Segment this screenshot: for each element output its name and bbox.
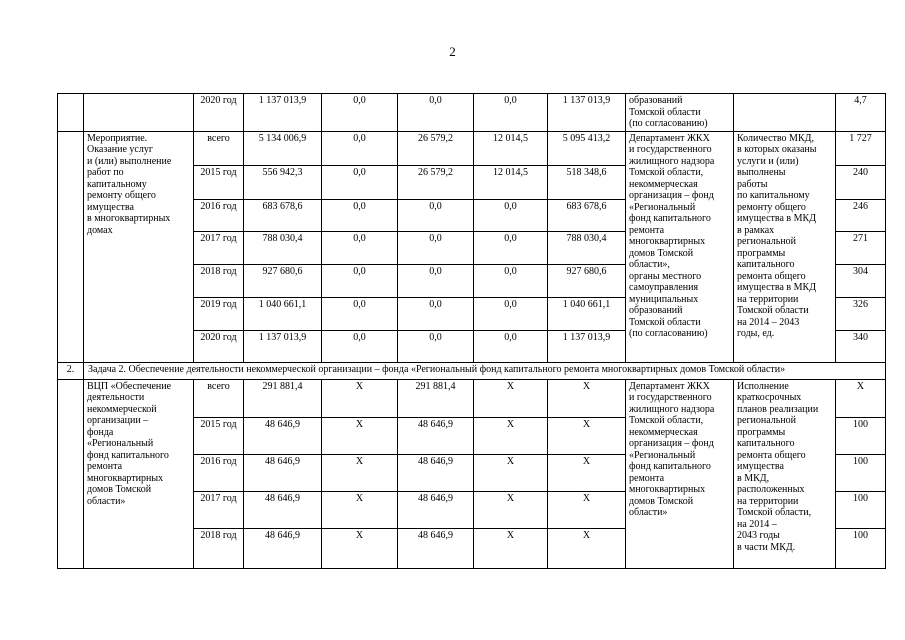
value-cell: 291 881,4: [398, 379, 474, 417]
value-cell: 0,0: [474, 231, 548, 264]
value-cell: X: [474, 417, 548, 454]
value-cell: 0,0: [322, 231, 398, 264]
value-cell: X: [548, 454, 626, 491]
indicator-value-cell: 100: [836, 528, 886, 568]
value-cell: 48 646,9: [398, 454, 474, 491]
indicator-value-cell: 326: [836, 297, 886, 330]
task-row: [58, 362, 886, 379]
indicator-value-cell: 304: [836, 264, 886, 297]
value-cell: X: [548, 491, 626, 528]
year-cell: 2015 год: [194, 417, 244, 454]
indicator-value-cell: 100: [836, 454, 886, 491]
value-cell: 0,0: [322, 94, 398, 132]
table-row: [58, 131, 886, 165]
value-cell: 556 942,3: [244, 165, 322, 199]
row-number-cell: [58, 94, 84, 132]
value-cell: 291 881,4: [244, 379, 322, 417]
indicator-value-cell: 1 727: [836, 131, 886, 165]
value-cell: 0,0: [322, 330, 398, 362]
value-cell: 0,0: [398, 330, 474, 362]
value-cell: 1 040 661,1: [244, 297, 322, 330]
value-cell: 26 579,2: [398, 165, 474, 199]
indicator-value-cell: 4,7: [836, 94, 886, 132]
value-cell: X: [322, 379, 398, 417]
executor-cell: Департамент ЖКХ и государственного жилищного надзора Томской области, некоммерческая организация – фонд «Региональный фонд капитального ремонта многоквартирных домов Томской области»: [626, 379, 734, 568]
year-cell: 2017 год: [194, 231, 244, 264]
executor-cell: образований Томской области (по согласованию): [626, 94, 734, 132]
value-cell: 12 014,5: [474, 165, 548, 199]
page-number: 2: [449, 44, 456, 59]
value-cell: 0,0: [322, 165, 398, 199]
row-number-cell: [58, 379, 84, 568]
year-cell: всего: [194, 379, 244, 417]
value-cell: 1 137 013,9: [548, 94, 626, 132]
indicator-value-cell: 340: [836, 330, 886, 362]
value-cell: 0,0: [474, 297, 548, 330]
row-number-cell: [58, 131, 84, 362]
value-cell: X: [322, 491, 398, 528]
value-cell: X: [322, 454, 398, 491]
value-cell: 48 646,9: [244, 454, 322, 491]
value-cell: X: [474, 528, 548, 568]
value-cell: 0,0: [398, 297, 474, 330]
indicator-value-cell: 100: [836, 491, 886, 528]
value-cell: 0,0: [474, 94, 548, 132]
value-cell: 48 646,9: [244, 417, 322, 454]
value-cell: 788 030,4: [548, 231, 626, 264]
value-cell: 1 137 013,9: [244, 94, 322, 132]
value-cell: X: [474, 454, 548, 491]
value-cell: X: [548, 379, 626, 417]
indicator-value-cell: X: [836, 379, 886, 417]
indicator-name-cell: Исполнение краткосрочных планов реализации региональной программы капитального ремонта общего имущества в МКД, расположенных на территории Томской области, на 2014 – 2043 годы в части МКД.: [734, 379, 836, 568]
year-cell: 2020 год: [194, 94, 244, 132]
task-number-cell: 2.: [58, 362, 84, 379]
value-cell: 0,0: [322, 199, 398, 231]
indicator-value-cell: 240: [836, 165, 886, 199]
value-cell: 48 646,9: [398, 417, 474, 454]
value-cell: 1 137 013,9: [244, 330, 322, 362]
value-cell: 927 680,6: [244, 264, 322, 297]
value-cell: 26 579,2: [398, 131, 474, 165]
value-cell: X: [474, 491, 548, 528]
year-cell: 2017 год: [194, 491, 244, 528]
executor-cell: Департамент ЖКХ и государственного жилищного надзора Томской области, некоммерческая организация – фонд «Региональный фонд капитального ремонта многоквартирных домов Томской области», органы местного самоуправления муниципальных образований Томской области (по согласованию): [626, 131, 734, 362]
value-cell: 48 646,9: [398, 528, 474, 568]
indicator-name-cell: [734, 94, 836, 132]
name-cell: [84, 94, 194, 132]
value-cell: 1 137 013,9: [548, 330, 626, 362]
table-row: [58, 379, 886, 417]
value-cell: 48 646,9: [244, 491, 322, 528]
value-cell: 0,0: [398, 264, 474, 297]
value-cell: 683 678,6: [548, 199, 626, 231]
value-cell: 0,0: [398, 94, 474, 132]
task-title-cell: Задача 2. Обеспечение деятельности некоммерческой организации – фонда «Региональный фонд капитального ремонта многоквартирных домов Томской области»: [84, 362, 886, 379]
year-cell: 2015 год: [194, 165, 244, 199]
year-cell: 2016 год: [194, 454, 244, 491]
table-row: [58, 94, 886, 132]
value-cell: 12 014,5: [474, 131, 548, 165]
value-cell: X: [322, 528, 398, 568]
year-cell: 2018 год: [194, 528, 244, 568]
value-cell: 0,0: [398, 199, 474, 231]
indicator-value-cell: 246: [836, 199, 886, 231]
indicator-value-cell: 100: [836, 417, 886, 454]
value-cell: 0,0: [474, 330, 548, 362]
value-cell: X: [548, 528, 626, 568]
program-table: [57, 93, 886, 569]
value-cell: X: [322, 417, 398, 454]
value-cell: 0,0: [322, 297, 398, 330]
year-cell: 2016 год: [194, 199, 244, 231]
value-cell: 5 095 413,2: [548, 131, 626, 165]
program-name-cell: ВЦП «Обеспечение деятельности некоммерческой организации – фонда «Региональный фонд капитального ремонта многоквартирных домов Томской области»: [84, 379, 194, 568]
year-cell: 2018 год: [194, 264, 244, 297]
indicator-name-cell: Количество МКД, в которых оказаны услуги и (или) выполнены работы по капитальному ремонту общего имущества в МКД в рамках региональной программы капитального ремонта общего имущества в МКД на территории Томской области на 2014 – 2043 годы, ед.: [734, 131, 836, 362]
value-cell: 927 680,6: [548, 264, 626, 297]
value-cell: X: [548, 417, 626, 454]
year-cell: 2019 год: [194, 297, 244, 330]
value-cell: 48 646,9: [244, 528, 322, 568]
value-cell: 518 348,6: [548, 165, 626, 199]
value-cell: 0,0: [474, 199, 548, 231]
value-cell: X: [474, 379, 548, 417]
activity-name-cell: Мероприятие. Оказание услуг и (или) выполнение работ по капитальному ремонту общего имущества в многоквартирных домах: [84, 131, 194, 362]
value-cell: 1 040 661,1: [548, 297, 626, 330]
year-cell: 2020 год: [194, 330, 244, 362]
indicator-value-cell: 271: [836, 231, 886, 264]
value-cell: 0,0: [322, 131, 398, 165]
value-cell: 0,0: [322, 264, 398, 297]
value-cell: 0,0: [474, 264, 548, 297]
value-cell: 788 030,4: [244, 231, 322, 264]
value-cell: 5 134 006,9: [244, 131, 322, 165]
value-cell: 0,0: [398, 231, 474, 264]
value-cell: 683 678,6: [244, 199, 322, 231]
value-cell: 48 646,9: [398, 491, 474, 528]
year-cell: всего: [194, 131, 244, 165]
